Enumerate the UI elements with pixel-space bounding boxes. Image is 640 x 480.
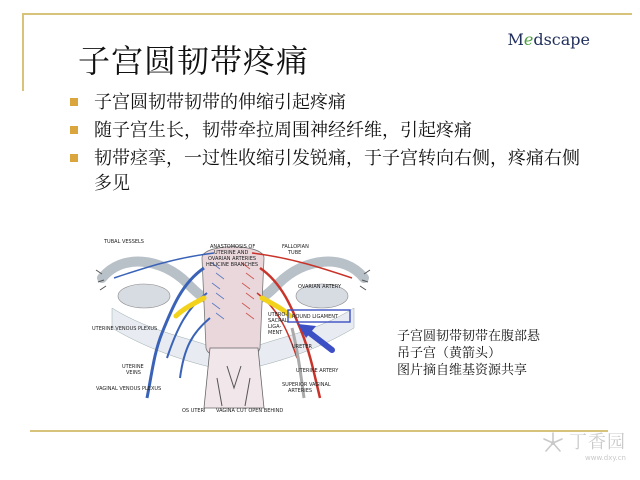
bullet-square-icon xyxy=(70,126,78,134)
bottom-rule xyxy=(30,430,608,432)
label-uterine-artery: UTERINE ARTERY xyxy=(296,368,339,374)
label-vaginal-venous-plexus: VAGINAL VENOUS PLEXUS xyxy=(96,386,162,392)
bullet-text: 韧带痉挛，一过性收缩引发锐痛，于子宫转向右侧，疼痛右侧多见 xyxy=(94,148,580,194)
bullet-item xyxy=(70,118,580,143)
label-utero: UTERO- xyxy=(268,312,288,318)
label-fallopian: FALLOPIAN xyxy=(282,244,309,250)
dxy-watermark xyxy=(540,428,626,463)
bullet-list xyxy=(70,90,580,199)
caption-line: 吊子宫（黄箭头） xyxy=(397,346,502,361)
top-rule xyxy=(22,13,632,15)
bullet-item xyxy=(70,90,580,115)
figure-caption xyxy=(397,328,597,379)
label-anastomosis: ANASTOMOSIS OF xyxy=(210,244,256,250)
label-liga: LIGA- xyxy=(268,324,282,330)
bullet-square-icon xyxy=(70,154,78,162)
label-uterine-veins-1: UTERINE xyxy=(122,364,144,370)
label-ment: MENT xyxy=(268,330,283,336)
logo-prefix: M xyxy=(507,30,524,49)
label-superior-vaginal: SUPERIOR VAGINAL xyxy=(282,382,331,388)
logo-mid: e xyxy=(523,30,534,49)
label-uterine-veins-2: VEINS xyxy=(126,370,141,376)
watermark-text: 丁香园 xyxy=(569,431,626,453)
label-vagina-cut: VAGINA CUT OPEN BEHIND xyxy=(216,408,284,414)
bullet-square-icon xyxy=(70,98,78,106)
label-uterine-venous-plexus: UTERINE VENOUS PLEXUS xyxy=(92,326,158,332)
slide-title: 子宫圆韧带疼痛 xyxy=(78,42,310,80)
label-round-ligament: ROUND LIGAMENT xyxy=(292,314,339,320)
label-ovarian-arteries: OVARIAN ARTERIES xyxy=(208,256,257,262)
anatomy-figure xyxy=(92,238,374,414)
label-helicine: HELICINE BRANCHES xyxy=(206,262,259,268)
label-tube: TUBE xyxy=(288,250,302,256)
watermark-url: www.dxy.cn xyxy=(585,454,626,462)
bullet-text: 随子宫生长，韧带牵拉周围神经纤维，引起疼痛 xyxy=(94,120,472,141)
label-ovarian-artery: OVARIAN ARTERY xyxy=(298,284,342,290)
caption-line: 子宫圆韧带韧带在腹部悬 xyxy=(397,329,541,344)
label-sacral: SACRAL xyxy=(268,318,288,324)
bullet-item xyxy=(70,146,580,196)
label-uterine-and: UTERINE AND xyxy=(214,250,249,256)
bullet-text: 子宫圆韧带韧带的伸缩引起疼痛 xyxy=(94,92,346,113)
label-tubal-vessels: TUBAL VESSELS xyxy=(104,239,144,245)
label-os-uteri: OS UTERI xyxy=(182,408,206,414)
left-rule xyxy=(22,13,24,91)
dxy-flower-icon xyxy=(540,430,566,456)
logo-suffix: dscape xyxy=(533,30,590,49)
label-arteries: ARTERIES xyxy=(288,388,313,394)
medscape-logo xyxy=(507,30,590,49)
caption-line: 图片摘自维基资源共享 xyxy=(397,363,528,378)
label-ureter: URETER xyxy=(292,344,312,350)
